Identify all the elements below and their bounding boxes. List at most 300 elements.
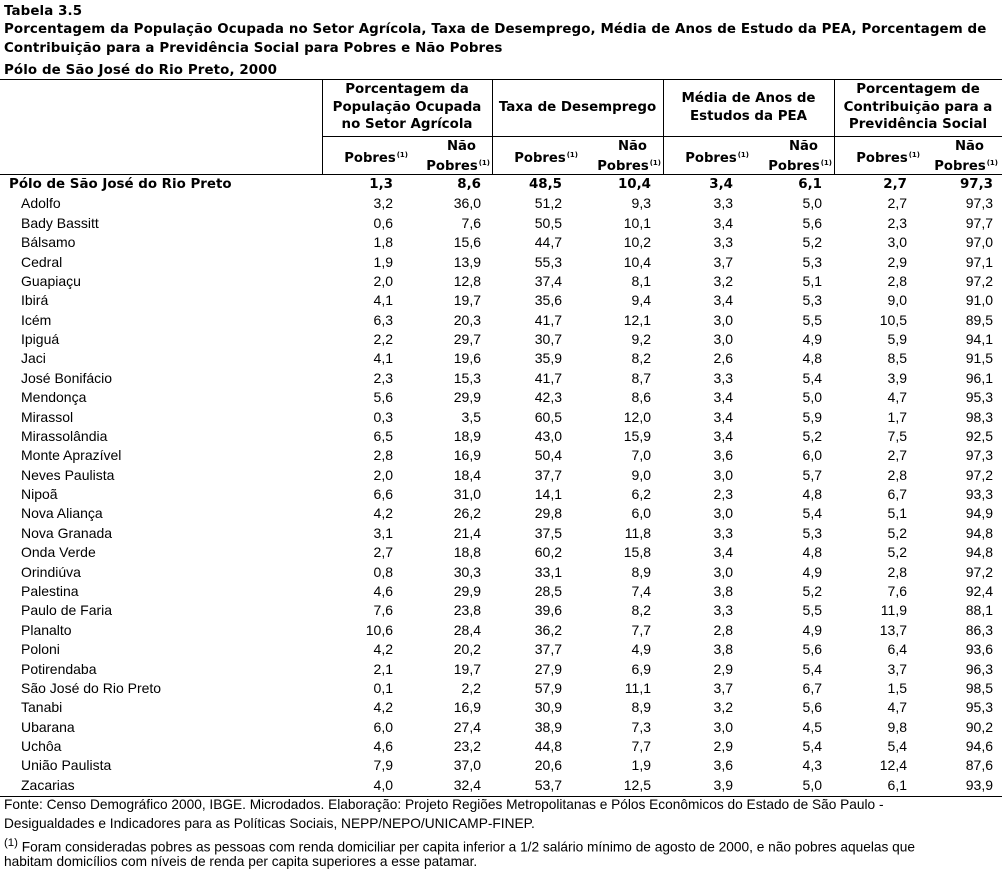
group-header-rule [322, 136, 1002, 137]
cell-value: 3,3 [713, 602, 733, 619]
cell-value: 0,8 [373, 563, 393, 580]
cell-value: 3,0 [713, 718, 733, 735]
table-row [0, 330, 1002, 349]
cell-value: 10,6 [365, 621, 393, 638]
group-header-estudo [663, 90, 834, 125]
cell-value: 94,6 [965, 738, 993, 755]
cell-value: 32,4 [453, 776, 481, 793]
group-header-line: Previdência Social [848, 117, 988, 132]
sub-header-nao-pobres [426, 138, 490, 175]
cell-value: 12,8 [453, 272, 481, 289]
source-note-line-2: Desigualdades e Indicadores para as Políticas Sociais, NEPP/NEPO/UNICAMP-FINEP. [4, 816, 535, 831]
row-name: Potirendaba [21, 660, 97, 677]
cell-value: 7,5 [887, 427, 907, 444]
cell-value: 12,5 [623, 776, 651, 793]
cell-value: 37,7 [534, 466, 562, 483]
cell-value: 41,7 [534, 311, 562, 328]
cell-value: 3,9 [713, 776, 733, 793]
cell-value: 7,7 [631, 738, 651, 755]
cell-value: 23,2 [453, 738, 481, 755]
cell-value: 93,9 [965, 776, 993, 793]
cell-value: 5,1 [887, 505, 907, 522]
table-row [0, 466, 1002, 485]
cell-value: 29,9 [453, 582, 481, 599]
cell-value: 3,3 [713, 234, 733, 251]
cell-value: 6,7 [887, 486, 907, 503]
cell-value: 2,8 [887, 272, 907, 289]
cell-value: 98,3 [965, 408, 993, 425]
cell-value: 88,1 [965, 602, 993, 619]
cell-value: 5,4 [802, 369, 822, 386]
row-name: Cedral [21, 253, 63, 270]
sub-header-label: Pobres [344, 151, 396, 166]
row-name: Uchôa [21, 738, 62, 755]
cell-value: 5,5 [802, 311, 822, 328]
cell-value: 39,6 [534, 602, 562, 619]
sub-header-label: Pobres [597, 159, 649, 174]
table-subtitle: Pólo de São José do Rio Preto, 2000 [4, 63, 278, 78]
cell-value: 28,5 [534, 582, 562, 599]
row-name: Icém [21, 311, 52, 328]
cell-value: 94,9 [965, 505, 993, 522]
row-name: Nipoã [21, 486, 58, 503]
cell-value: 5,6 [802, 699, 822, 716]
cell-value: 5,6 [373, 389, 393, 406]
row-name: Mendonça [21, 389, 87, 406]
table-row [0, 427, 1002, 446]
cell-value: 1,5 [887, 679, 907, 696]
row-name: Poloni [21, 641, 60, 658]
cell-value: 4,7 [887, 389, 907, 406]
cell-value: 97,7 [965, 214, 993, 231]
cell-value: 6,0 [373, 718, 393, 735]
cell-value: 31,0 [453, 486, 481, 503]
cell-value: 10,5 [879, 311, 907, 328]
cell-value: 16,9 [453, 447, 481, 464]
cell-value: 6,9 [631, 660, 651, 677]
cell-value: 5,5 [802, 602, 822, 619]
cell-value: 15,9 [623, 427, 651, 444]
cell-value: 7,3 [631, 718, 651, 735]
row-name: Paulo de Faria [21, 602, 113, 619]
cell-value: 97,0 [965, 234, 993, 251]
cell-value: 36,0 [453, 195, 481, 212]
row-name: Ubarana [21, 718, 75, 735]
cell-value: 28,4 [453, 621, 481, 638]
group-header-agricola [322, 81, 492, 134]
cell-value: 53,7 [534, 776, 562, 793]
cell-value: 6,0 [631, 505, 651, 522]
row-name: Jaci [21, 350, 46, 367]
cell-value: 89,5 [965, 311, 993, 328]
cell-value: 9,4 [631, 292, 651, 309]
footnote-mark: (1) [649, 159, 661, 167]
cell-value: 5,2 [887, 544, 907, 561]
cell-value: 3,8 [713, 582, 733, 599]
cell-value: 87,6 [965, 757, 993, 774]
cell-value: 30,9 [534, 699, 562, 716]
cell-value: 4,9 [802, 563, 822, 580]
cell-value: 37,0 [453, 757, 481, 774]
top-rule [0, 79, 1002, 80]
row-name: Tanabi [21, 699, 63, 716]
table-row [0, 233, 1002, 252]
footnote-mark: (1) [737, 151, 749, 159]
cell-value: 19,6 [453, 350, 481, 367]
row-name: Palestina [21, 582, 79, 599]
cell-value: 12,4 [879, 757, 907, 774]
cell-value: 11,8 [624, 524, 651, 541]
cell-value: 3,4 [709, 177, 733, 192]
cell-value: 48,5 [528, 177, 562, 192]
group-header-line: Taxa de Desemprego [498, 100, 657, 115]
row-name: Orindiúva [21, 563, 81, 580]
cell-value: 33,1 [534, 563, 562, 580]
cell-value: 6,1 [798, 177, 822, 192]
cell-value: 97,2 [965, 272, 993, 289]
table-row [0, 504, 1002, 523]
cell-value: 13,7 [879, 621, 907, 638]
cell-value: 8,2 [631, 602, 651, 619]
table-label: Tabela 3.5 [4, 4, 83, 19]
row-name: Onda Verde [21, 544, 96, 561]
cell-value: 3,3 [713, 524, 733, 541]
cell-value: 3,4 [713, 389, 733, 406]
cell-value: 2,3 [373, 369, 393, 386]
cell-value: 6,6 [373, 486, 393, 503]
cell-value: 3,2 [373, 195, 393, 212]
cell-value: 95,3 [965, 699, 993, 716]
table-row [0, 718, 1002, 737]
cell-value: 4,2 [373, 505, 393, 522]
footnote-mark: (1) [478, 159, 490, 167]
sub-header-label: Não [955, 139, 984, 154]
cell-value: 1,7 [887, 408, 907, 425]
table-row [0, 272, 1002, 291]
cell-value: 2,6 [713, 350, 733, 367]
group-header-line: Contribuição para a [843, 99, 993, 115]
table-row [0, 698, 1002, 717]
cell-value: 7,0 [631, 447, 651, 464]
row-name: Planalto [21, 621, 72, 638]
sub-header-nao-pobres [597, 138, 661, 175]
table-row [0, 582, 1002, 601]
cell-value: 35,6 [534, 292, 562, 309]
table-row [0, 737, 1002, 756]
sub-header-label: Não [447, 139, 476, 154]
cell-value: 3,2 [713, 272, 733, 289]
cell-value: 94,8 [965, 524, 993, 541]
table-row [0, 776, 1002, 795]
cell-value: 43,0 [534, 427, 562, 444]
row-name: Nova Granada [21, 524, 113, 541]
sub-header-pobres [685, 147, 749, 167]
table-row [0, 311, 1002, 330]
cell-value: 5,4 [887, 738, 907, 755]
footnote-mark: (1) [396, 151, 408, 159]
cell-value: 27,9 [534, 660, 562, 677]
cell-value: 4,3 [802, 757, 822, 774]
cell-value: 3,4 [713, 427, 733, 444]
cell-value: 8,5 [887, 350, 907, 367]
cell-value: 0,1 [373, 679, 393, 696]
cell-value: 38,9 [534, 718, 562, 735]
table-row [0, 408, 1002, 427]
sub-header-label: Pobres [685, 151, 737, 166]
cell-value: 4,0 [373, 776, 393, 793]
cell-value: 94,8 [965, 544, 993, 561]
sub-header-label: Pobres [426, 159, 478, 174]
cell-value: 11,1 [624, 679, 651, 696]
cell-value: 3,3 [713, 195, 733, 212]
cell-value: 37,4 [534, 272, 562, 289]
table-row [0, 660, 1002, 679]
cell-value: 6,0 [802, 447, 822, 464]
cell-value: 26,2 [453, 505, 481, 522]
cell-value: 5,7 [802, 466, 822, 483]
cell-value: 5,0 [802, 389, 822, 406]
cell-value: 5,0 [802, 776, 822, 793]
table-row [0, 563, 1002, 582]
cell-value: 3,7 [713, 253, 733, 270]
footnote-text: Foram consideradas pobres as pessoas com renda domiciliar per capita inferior a 1/2 salário mínimo de agosto de 2000, e não pobres aquelas que [17, 839, 915, 855]
cell-value: 8,9 [631, 699, 651, 716]
cell-value: 1,8 [373, 234, 393, 251]
sub-header-label: Pobres [768, 159, 820, 174]
cell-value: 10,4 [623, 253, 651, 270]
cell-value: 4,2 [373, 699, 393, 716]
cell-value: 3,0 [713, 466, 733, 483]
cell-value: 3,7 [713, 679, 733, 696]
cell-value: 3,1 [373, 524, 393, 541]
cell-value: 86,3 [965, 621, 993, 638]
cell-value: 37,5 [534, 524, 562, 541]
table-row [0, 388, 1002, 407]
cell-value: 44,7 [534, 234, 562, 251]
cell-value: 1,9 [373, 253, 393, 270]
row-name: Mirassol [21, 408, 74, 425]
cell-value: 3,0 [887, 234, 907, 251]
cell-value: 3,2 [713, 699, 733, 716]
cell-value: 20,3 [453, 311, 481, 328]
row-name: Pólo de São José do Rio Preto [9, 177, 232, 192]
cell-value: 5,2 [802, 234, 822, 251]
cell-value: 97,1 [965, 253, 993, 270]
cell-value: 3,8 [713, 641, 733, 658]
cell-value: 97,2 [965, 466, 993, 483]
cell-value: 5,3 [802, 524, 822, 541]
cell-value: 10,2 [623, 234, 651, 251]
cell-value: 18,9 [453, 427, 481, 444]
cell-value: 2,3 [713, 486, 733, 503]
group-header-line: Média de Anos de [681, 91, 816, 106]
cell-value: 35,9 [534, 350, 562, 367]
row-name: José Bonifácio [21, 369, 113, 386]
row-name: Monte Aprazível [21, 447, 122, 464]
row-name: Zacarias [21, 776, 75, 793]
cell-value: 4,1 [373, 350, 393, 367]
cell-value: 6,3 [373, 311, 393, 328]
cell-value: 3,6 [713, 757, 733, 774]
footnote-mark: (1) [820, 159, 832, 167]
row-name: São José do Rio Preto [21, 679, 162, 696]
cell-value: 93,6 [965, 641, 993, 658]
cell-value: 91,5 [965, 350, 993, 367]
cell-value: 7,7 [631, 621, 651, 638]
table-row [0, 756, 1002, 775]
cell-value: 5,4 [802, 660, 822, 677]
cell-value: 27,4 [453, 718, 481, 735]
cell-value: 95,3 [965, 389, 993, 406]
cell-value: 2,2 [461, 679, 481, 696]
cell-value: 2,8 [713, 621, 733, 638]
cell-value: 30,7 [534, 331, 562, 348]
cell-value: 6,1 [887, 776, 907, 793]
cell-value: 15,6 [453, 234, 481, 251]
cell-value: 9,2 [631, 331, 651, 348]
cell-value: 5,1 [802, 272, 822, 289]
cell-value: 97,3 [965, 195, 993, 212]
cell-value: 5,3 [802, 292, 822, 309]
cell-value: 2,3 [887, 214, 907, 231]
cell-value: 2,8 [887, 563, 907, 580]
cell-value: 18,8 [453, 544, 481, 561]
cell-value: 96,3 [965, 660, 993, 677]
table-total-row [0, 175, 1002, 194]
cell-value: 9,0 [887, 292, 907, 309]
cell-value: 29,8 [534, 505, 562, 522]
cell-value: 97,3 [959, 177, 993, 192]
cell-value: 4,5 [802, 718, 822, 735]
cell-value: 13,9 [453, 253, 481, 270]
cell-value: 97,3 [965, 447, 993, 464]
cell-value: 3,0 [713, 331, 733, 348]
table-row [0, 543, 1002, 562]
cell-value: 2,1 [373, 660, 393, 677]
cell-value: 2,7 [373, 544, 393, 561]
cell-value: 16,9 [453, 699, 481, 716]
cell-value: 7,9 [373, 757, 393, 774]
cell-value: 5,0 [802, 195, 822, 212]
cell-value: 3,6 [713, 447, 733, 464]
cell-value: 0,3 [373, 408, 393, 425]
group-header-line: no Setor Agrícola [341, 117, 473, 132]
cell-value: 8,6 [631, 389, 651, 406]
cell-value: 7,4 [631, 582, 651, 599]
cell-value: 60,5 [534, 408, 562, 425]
group-header-line: População Ocupada [332, 99, 482, 115]
cell-value: 50,5 [534, 214, 562, 231]
cell-value: 3,0 [713, 563, 733, 580]
table-row [0, 194, 1002, 213]
sub-header-label: Pobres [934, 159, 986, 174]
sub-header-pobres [856, 147, 920, 167]
cell-value: 8,1 [631, 272, 651, 289]
cell-value: 11,9 [880, 602, 907, 619]
cell-value: 2,7 [883, 177, 907, 192]
table-row [0, 214, 1002, 233]
cell-value: 8,9 [631, 563, 651, 580]
cell-value: 30,3 [453, 563, 481, 580]
cell-value: 4,9 [631, 641, 651, 658]
cell-value: 96,1 [965, 369, 993, 386]
table-row [0, 446, 1002, 465]
cell-value: 1,9 [631, 757, 651, 774]
cell-value: 5,2 [802, 582, 822, 599]
table-row [0, 253, 1002, 272]
cell-value: 3,4 [713, 408, 733, 425]
cell-value: 4,1 [373, 292, 393, 309]
cell-value: 5,6 [802, 214, 822, 231]
cell-value: 2,8 [887, 466, 907, 483]
cell-value: 44,8 [534, 738, 562, 755]
cell-value: 14,1 [534, 486, 562, 503]
cell-value: 4,8 [802, 486, 822, 503]
row-name: Guapiaçu [21, 272, 81, 289]
cell-value: 3,9 [887, 369, 907, 386]
row-name: Ipiguá [21, 331, 60, 348]
row-name: Bady Bassitt [21, 214, 99, 231]
row-name: Bálsamo [21, 234, 76, 251]
cell-value: 92,5 [965, 427, 993, 444]
row-name: Mirassolândia [21, 427, 108, 444]
cell-value: 2,7 [887, 195, 907, 212]
row-name: Adolfo [21, 195, 61, 212]
cell-value: 93,3 [965, 486, 993, 503]
sub-header-nao-pobres [934, 138, 998, 175]
cell-value: 2,2 [373, 331, 393, 348]
cell-value: 8,7 [631, 369, 651, 386]
cell-value: 2,0 [373, 272, 393, 289]
cell-value: 42,3 [534, 389, 562, 406]
cell-value: 5,2 [887, 524, 907, 541]
cell-value: 20,2 [453, 641, 481, 658]
cell-value: 2,9 [887, 253, 907, 270]
source-note-line-1: Fonte: Censo Demográfico 2000, IBGE. Microdados. Elaboração: Projeto Regiões Metropolitanas e Pólos Econômicos do Estado de São Paulo - [4, 797, 884, 812]
cell-value: 4,9 [802, 331, 822, 348]
cell-value: 3,0 [713, 311, 733, 328]
cell-value: 98,5 [965, 679, 993, 696]
cell-value: 15,3 [453, 369, 481, 386]
cell-value: 29,7 [453, 331, 481, 348]
cell-value: 3,5 [461, 408, 481, 425]
cell-value: 2,9 [713, 738, 733, 755]
table-row [0, 601, 1002, 620]
cell-value: 37,7 [534, 641, 562, 658]
cell-value: 9,8 [887, 718, 907, 735]
group-header-line: Porcentagem de [856, 82, 980, 97]
cell-value: 10,1 [623, 214, 651, 231]
row-name: Neves Paulista [21, 466, 115, 483]
cell-value: 57,9 [534, 679, 562, 696]
table-row [0, 485, 1002, 504]
sub-header-nao-pobres [768, 138, 832, 175]
cell-value: 4,9 [802, 621, 822, 638]
cell-value: 1,3 [369, 177, 393, 192]
cell-value: 5,4 [802, 738, 822, 755]
cell-value: 6,7 [802, 679, 822, 696]
cell-value: 97,2 [965, 563, 993, 580]
cell-value: 8,6 [457, 177, 481, 192]
cell-value: 2,7 [887, 447, 907, 464]
footnote-mark: (1) [566, 151, 578, 159]
group-header-desemprego [492, 99, 663, 117]
cell-value: 2,9 [713, 660, 733, 677]
sub-header-label: Pobres [856, 151, 908, 166]
cell-value: 18,4 [453, 466, 481, 483]
row-name: Ibirá [21, 292, 49, 309]
cell-value: 9,3 [631, 195, 651, 212]
